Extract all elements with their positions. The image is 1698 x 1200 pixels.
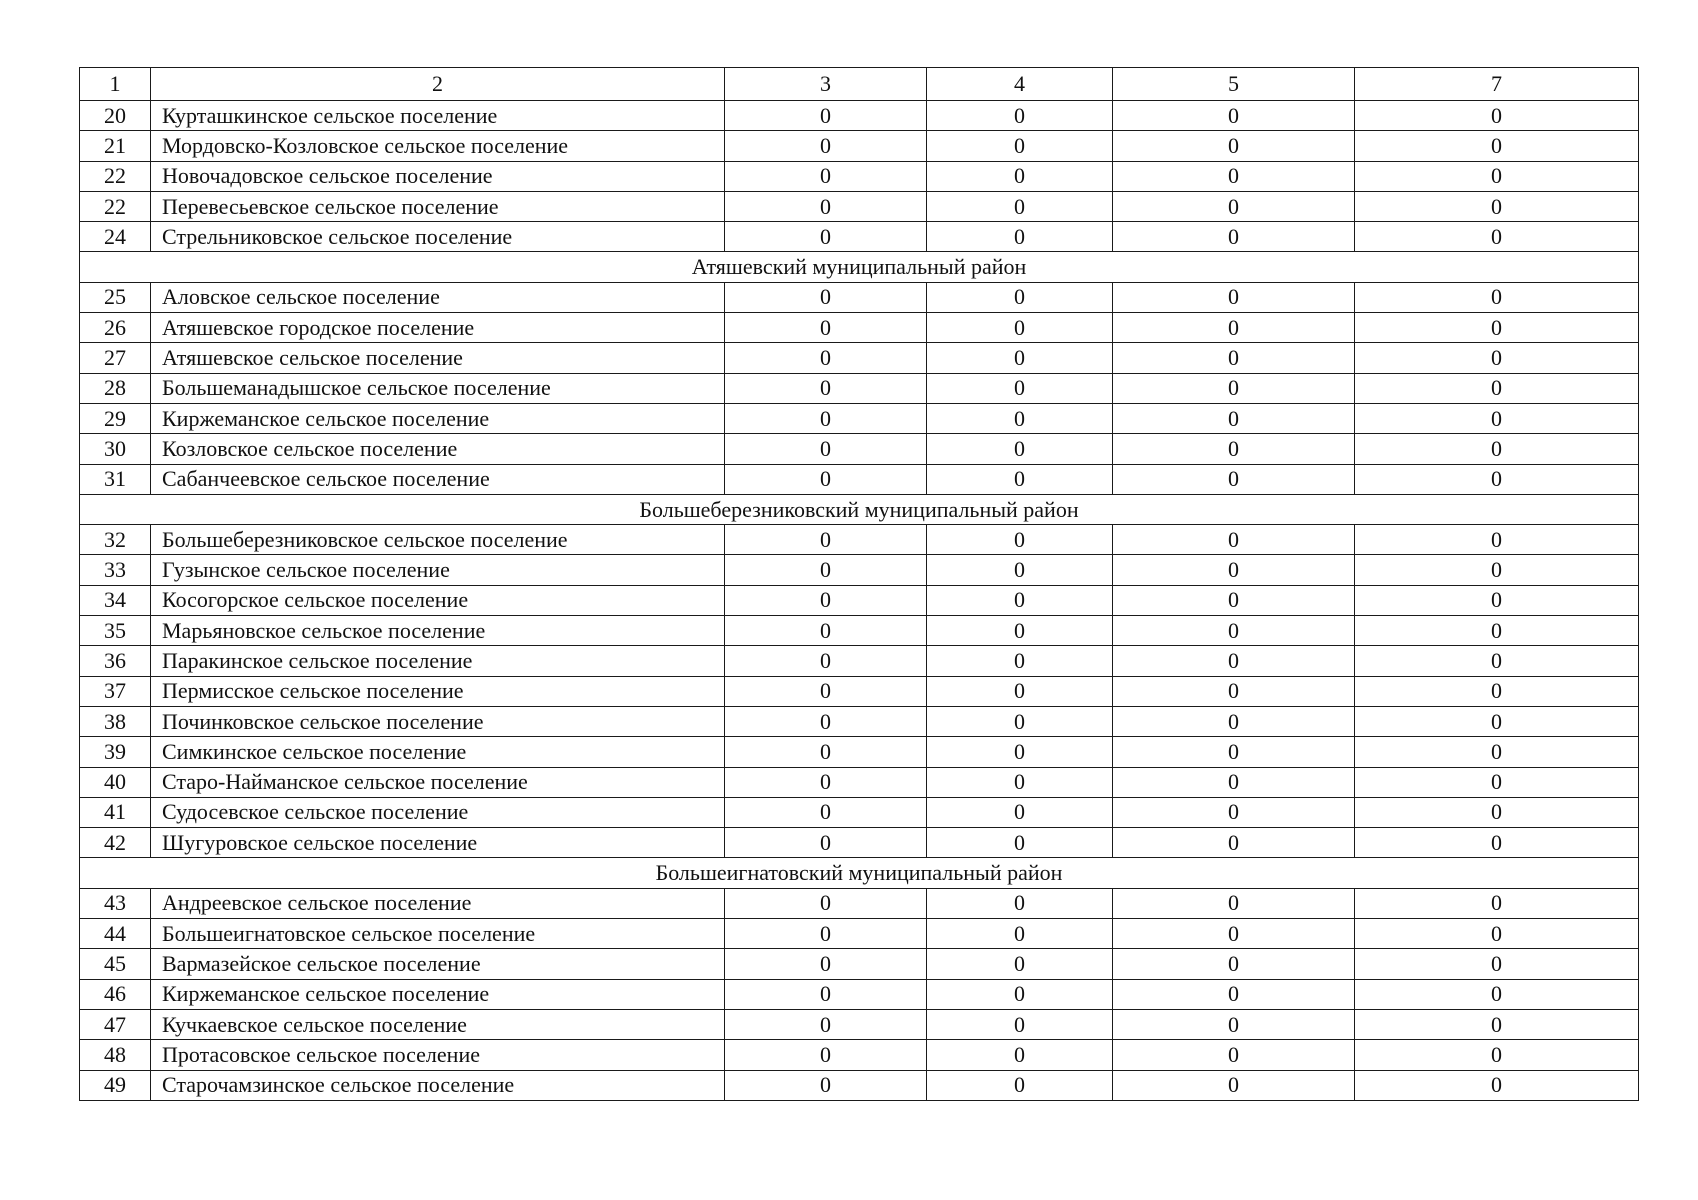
value-cell: 0 [1355,191,1639,221]
value-cell: 0 [1113,434,1355,464]
settlement-name: Мордовско-Козловское сельское поселение [151,131,725,161]
value-cell: 0 [1355,525,1639,555]
value-cell: 0 [1355,464,1639,494]
value-cell: 0 [1113,525,1355,555]
value-cell: 0 [1355,1009,1639,1039]
settlement-name: Стрельниковское сельское поселение [151,222,725,252]
row-number: 30 [80,434,151,464]
header-row [80,68,1639,101]
row-number: 45 [80,949,151,979]
table-row [80,555,1639,585]
row-number: 32 [80,525,151,555]
value-cell: 0 [1113,555,1355,585]
value-cell: 0 [927,737,1113,767]
value-cell: 0 [927,373,1113,403]
value-cell: 0 [927,646,1113,676]
row-number: 31 [80,464,151,494]
value-cell: 0 [1355,313,1639,343]
value-cell: 0 [725,222,927,252]
value-cell: 0 [725,191,927,221]
settlement-name: Киржеманское сельское поселение [151,403,725,433]
value-cell: 0 [1113,979,1355,1009]
value-cell: 0 [1113,585,1355,615]
settlement-name: Старо-Найманское сельское поселение [151,767,725,797]
header-col-2: 2 [151,68,725,101]
value-cell: 0 [1113,101,1355,131]
settlement-name: Паракинское сельское поселение [151,646,725,676]
settlement-name: Кучкаевское сельское поселение [151,1009,725,1039]
district-title: Атяшевский муниципальный район [80,252,1639,282]
value-cell: 0 [725,737,927,767]
value-cell: 0 [1113,616,1355,646]
table-row [80,313,1639,343]
value-cell: 0 [927,949,1113,979]
row-number: 37 [80,676,151,706]
value-cell: 0 [1355,555,1639,585]
value-cell: 0 [725,282,927,312]
value-cell: 0 [927,616,1113,646]
value-cell: 0 [1113,919,1355,949]
value-cell: 0 [725,706,927,736]
table-row [80,222,1639,252]
value-cell: 0 [1113,222,1355,252]
value-cell: 0 [725,403,927,433]
table-row [80,646,1639,676]
table-row [80,706,1639,736]
settlement-name: Вармазейское сельское поселение [151,949,725,979]
row-number: 21 [80,131,151,161]
value-cell: 0 [1113,888,1355,918]
table-row [80,1070,1639,1100]
value-cell: 0 [725,828,927,858]
value-cell: 0 [725,616,927,646]
table-row [80,919,1639,949]
row-number: 28 [80,373,151,403]
value-cell: 0 [1355,737,1639,767]
table-row [80,979,1639,1009]
settlement-name: Большеманадышское сельское поселение [151,373,725,403]
table-row [80,373,1639,403]
table-row [80,949,1639,979]
district-row [80,252,1639,282]
value-cell: 0 [927,464,1113,494]
table-row [80,403,1639,433]
settlement-name: Пермисское сельское поселение [151,676,725,706]
header-col-1: 1 [80,68,151,101]
value-cell: 0 [725,888,927,918]
row-number: 22 [80,161,151,191]
value-cell: 0 [1355,282,1639,312]
row-number: 49 [80,1070,151,1100]
value-cell: 0 [725,525,927,555]
value-cell: 0 [927,313,1113,343]
settlement-name: Марьяновское сельское поселение [151,616,725,646]
row-number: 46 [80,979,151,1009]
value-cell: 0 [1113,161,1355,191]
value-cell: 0 [927,828,1113,858]
settlement-name: Большеберезниковское сельское поселение [151,525,725,555]
value-cell: 0 [725,434,927,464]
value-cell: 0 [927,191,1113,221]
settlement-name: Атяшевское городское поселение [151,313,725,343]
value-cell: 0 [1113,464,1355,494]
settlement-name: Перевесьевское сельское поселение [151,191,725,221]
value-cell: 0 [1113,797,1355,827]
settlement-name: Киржеманское сельское поселение [151,979,725,1009]
value-cell: 0 [725,1009,927,1039]
value-cell: 0 [1113,737,1355,767]
row-number: 48 [80,1040,151,1070]
value-cell: 0 [725,343,927,373]
value-cell: 0 [1355,676,1639,706]
settlement-name: Судосевское сельское поселение [151,797,725,827]
value-cell: 0 [725,919,927,949]
value-cell: 0 [1113,1070,1355,1100]
value-cell: 0 [1113,343,1355,373]
value-cell: 0 [725,1040,927,1070]
value-cell: 0 [1355,706,1639,736]
value-cell: 0 [1113,949,1355,979]
row-number: 36 [80,646,151,676]
row-number: 47 [80,1009,151,1039]
table-row [80,888,1639,918]
value-cell: 0 [725,464,927,494]
row-number: 24 [80,222,151,252]
row-number: 34 [80,585,151,615]
header-col-3: 3 [725,68,927,101]
settlements-table [79,67,1639,1101]
value-cell: 0 [927,525,1113,555]
value-cell: 0 [1113,373,1355,403]
value-cell: 0 [927,797,1113,827]
settlement-name: Андреевское сельское поселение [151,888,725,918]
value-cell: 0 [725,313,927,343]
row-number: 22 [80,191,151,221]
value-cell: 0 [1355,101,1639,131]
value-cell: 0 [1355,646,1639,676]
value-cell: 0 [927,434,1113,464]
table-row [80,464,1639,494]
value-cell: 0 [1355,616,1639,646]
row-number: 26 [80,313,151,343]
value-cell: 0 [927,403,1113,433]
value-cell: 0 [725,585,927,615]
value-cell: 0 [1113,828,1355,858]
value-cell: 0 [725,949,927,979]
value-cell: 0 [1355,1040,1639,1070]
value-cell: 0 [1113,131,1355,161]
settlement-name: Атяшевское сельское поселение [151,343,725,373]
value-cell: 0 [1113,646,1355,676]
value-cell: 0 [927,161,1113,191]
table-row [80,797,1639,827]
table-row [80,585,1639,615]
settlement-name: Козловское сельское поселение [151,434,725,464]
district-title: Большеигнатовский муниципальный район [80,858,1639,888]
settlement-name: Гузынское сельское поселение [151,555,725,585]
value-cell: 0 [927,676,1113,706]
row-number: 40 [80,767,151,797]
value-cell: 0 [1355,767,1639,797]
value-cell: 0 [725,676,927,706]
settlement-name: Курташкинское сельское поселение [151,101,725,131]
value-cell: 0 [725,373,927,403]
value-cell: 0 [927,101,1113,131]
value-cell: 0 [1355,828,1639,858]
value-cell: 0 [725,555,927,585]
value-cell: 0 [927,1040,1113,1070]
table-row [80,434,1639,464]
row-number: 20 [80,101,151,131]
table-row [80,1040,1639,1070]
table-row [80,161,1639,191]
table-row [80,1009,1639,1039]
table-row [80,828,1639,858]
table-body [80,68,1639,1101]
table-row [80,343,1639,373]
value-cell: 0 [1355,919,1639,949]
value-cell: 0 [927,888,1113,918]
table-row [80,767,1639,797]
value-cell: 0 [1113,767,1355,797]
header-col-4: 4 [927,68,1113,101]
settlement-name: Шугуровское сельское поселение [151,828,725,858]
value-cell: 0 [1355,797,1639,827]
row-number: 27 [80,343,151,373]
table-row [80,282,1639,312]
value-cell: 0 [1355,343,1639,373]
district-row [80,858,1639,888]
district-title: Большеберезниковский муниципальный район [80,494,1639,524]
table-row [80,525,1639,555]
value-cell: 0 [1113,676,1355,706]
row-number: 43 [80,888,151,918]
settlement-name: Починковское сельское поселение [151,706,725,736]
value-cell: 0 [1355,949,1639,979]
settlement-name: Большеигнатовское сельское поселение [151,919,725,949]
table-row [80,737,1639,767]
header-col-7: 7 [1355,68,1639,101]
value-cell: 0 [927,979,1113,1009]
value-cell: 0 [927,282,1113,312]
value-cell: 0 [927,585,1113,615]
value-cell: 0 [927,1070,1113,1100]
value-cell: 0 [1113,403,1355,433]
row-number: 35 [80,616,151,646]
value-cell: 0 [927,1009,1113,1039]
value-cell: 0 [927,555,1113,585]
table-row [80,616,1639,646]
table-row [80,101,1639,131]
value-cell: 0 [1113,282,1355,312]
settlement-name: Аловское сельское поселение [151,282,725,312]
value-cell: 0 [1355,585,1639,615]
value-cell: 0 [725,131,927,161]
value-cell: 0 [927,706,1113,736]
row-number: 39 [80,737,151,767]
value-cell: 0 [927,919,1113,949]
table-row [80,191,1639,221]
settlement-name: Симкинское сельское поселение [151,737,725,767]
value-cell: 0 [1113,706,1355,736]
value-cell: 0 [927,767,1113,797]
value-cell: 0 [725,767,927,797]
value-cell: 0 [927,222,1113,252]
settlement-name: Новочадовское сельское поселение [151,161,725,191]
value-cell: 0 [1113,191,1355,221]
settlement-name: Косогорское сельское поселение [151,585,725,615]
value-cell: 0 [725,979,927,1009]
value-cell: 0 [1355,161,1639,191]
row-number: 29 [80,403,151,433]
value-cell: 0 [725,161,927,191]
value-cell: 0 [725,1070,927,1100]
value-cell: 0 [1355,403,1639,433]
value-cell: 0 [927,131,1113,161]
value-cell: 0 [1113,313,1355,343]
value-cell: 0 [725,101,927,131]
header-col-5: 5 [1113,68,1355,101]
district-row [80,494,1639,524]
settlement-name: Протасовское сельское поселение [151,1040,725,1070]
value-cell: 0 [1355,979,1639,1009]
value-cell: 0 [927,343,1113,373]
value-cell: 0 [1355,222,1639,252]
row-number: 33 [80,555,151,585]
value-cell: 0 [1113,1040,1355,1070]
value-cell: 0 [1355,888,1639,918]
value-cell: 0 [725,646,927,676]
table-row [80,131,1639,161]
settlement-name: Старочамзинское сельское поселение [151,1070,725,1100]
row-number: 44 [80,919,151,949]
value-cell: 0 [1355,131,1639,161]
settlement-name: Сабанчеевское сельское поселение [151,464,725,494]
value-cell: 0 [1113,1009,1355,1039]
row-number: 25 [80,282,151,312]
value-cell: 0 [1355,373,1639,403]
value-cell: 0 [1355,434,1639,464]
value-cell: 0 [725,797,927,827]
row-number: 42 [80,828,151,858]
row-number: 41 [80,797,151,827]
table-row [80,676,1639,706]
row-number: 38 [80,706,151,736]
value-cell: 0 [1355,1070,1639,1100]
